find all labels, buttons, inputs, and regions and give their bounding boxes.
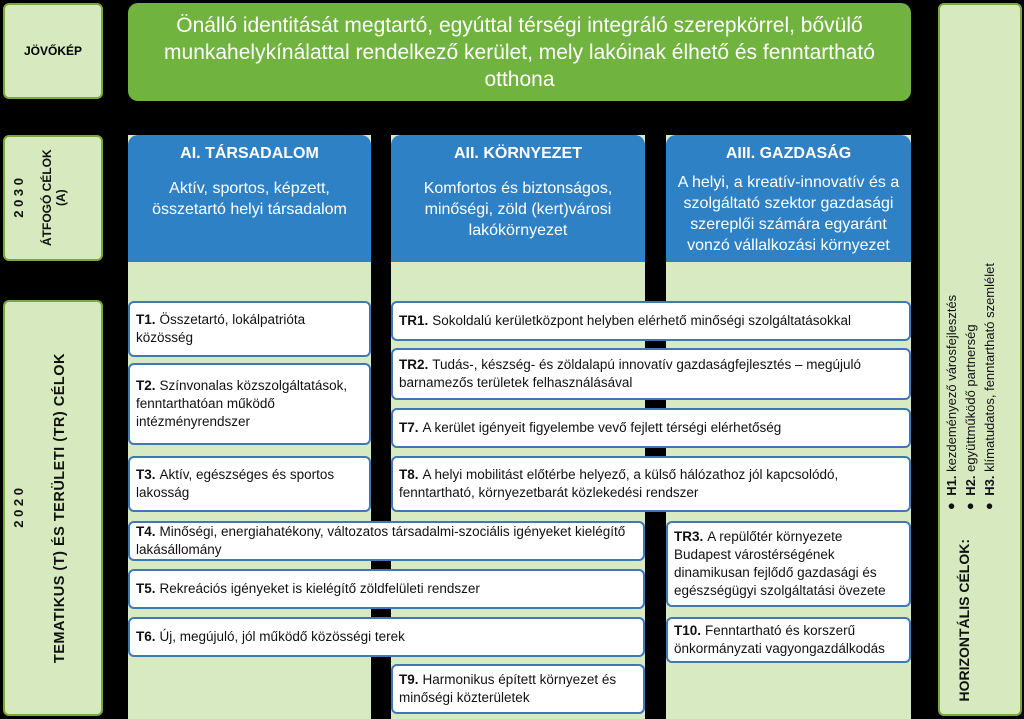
- goal-t8: [391, 456, 911, 512]
- goal-text: Minőségi, energiahatékony, változatos társadalmi-szociális igényeket kielégítő lakásállomány: [136, 524, 626, 557]
- goal-t2: [128, 363, 371, 445]
- thematic-goals-label-box: [3, 300, 103, 716]
- horizontal-goals-label: HORIZONTÁLIS CÉLOK:: [956, 539, 972, 702]
- goal-code: T9.: [399, 672, 419, 687]
- thematic-goals-label: TEMATIKUS (T) ÉS TERÜLETI (TR) CÉLOK: [52, 352, 68, 664]
- goal-t10: [666, 617, 911, 663]
- horizontal-goal-h3: ● H3. klímatudatos, fenntartható szemlélet: [982, 262, 997, 514]
- goal-text: A helyi mobilitást előtérbe helyező, a külső hálózathoz jól kapcsolódó, fenntartható, környezetbarát közlekedési rendszer: [399, 467, 839, 500]
- column-desc: Komfortos és biztonságos, minőségi, zöld (kert)városi lakókörnyezet: [423, 180, 613, 239]
- umbrella-goals-label-box: [3, 135, 103, 261]
- goal-code: TR1.: [399, 313, 429, 328]
- goal-text: Rekreációs igényeket is kielégítő zöldfelületi rendszer: [159, 581, 480, 596]
- vision-banner: [128, 3, 911, 101]
- column-title: AI. TÁRSADALOM: [180, 145, 319, 162]
- goal-text: Harmonikus épített környezet és minőségi közterületek: [399, 672, 617, 705]
- goal-code: TR2.: [399, 357, 429, 372]
- goal-code: T8.: [399, 467, 419, 482]
- goal-code: T10.: [674, 623, 702, 638]
- goal-text: Sokoldalú kerületközpont helyben elérhető minőségi szolgáltatásokkal: [432, 313, 852, 328]
- goal-tr1: [391, 301, 911, 341]
- horizontal-goal-h1: ● H1. kezdeményező városfejlesztés: [944, 294, 959, 514]
- goal-t4: [128, 521, 645, 561]
- year-2030: 2 0 3 0: [11, 178, 26, 218]
- goal-t1: [128, 301, 371, 357]
- column-desc: Aktív, sportos, képzett, összetartó helyi társadalom: [152, 180, 347, 218]
- goal-t7: [391, 408, 911, 448]
- goal-t9: [391, 664, 645, 714]
- goal-text: A repülőtér környezete Budapest várostérségének dinamikusan fejlődő gazdasági és egészségügyi szolgáltatási övezete: [674, 529, 886, 598]
- year-2020: 2 0 2 0: [11, 488, 26, 528]
- goal-code: TR3.: [674, 529, 704, 544]
- goal-code: H3.: [982, 475, 997, 496]
- goal-code: T6.: [136, 629, 156, 644]
- goal-text: Új, megújuló, jól működő közösségi terek: [159, 629, 405, 644]
- goal-text: A kerület igényeit figyelembe vevő fejlett térségi elérhetőség: [422, 420, 782, 435]
- goal-text: együttműködő partnerség: [963, 324, 978, 472]
- goal-text: Színvonalas közszolgáltatások, fenntarthatóan működő intézményrendszer: [136, 378, 348, 429]
- goal-code: H2.: [963, 475, 978, 496]
- column-head-economy: [666, 135, 911, 262]
- goal-t3: [128, 456, 371, 512]
- goal-code: T4.: [136, 524, 156, 539]
- goal-tr2: [391, 348, 911, 400]
- goal-code: T3.: [136, 467, 156, 482]
- goal-text: Fenntartható és korszerű önkormányzati vagyongazdálkodás: [674, 623, 885, 656]
- goal-text: Tudás-, készség- és zöldalapú innovatív gazdaságfejlesztés – megújuló barnamezős területek felhasználásával: [399, 357, 862, 390]
- goal-code: T2.: [136, 378, 156, 393]
- goal-code: T1.: [136, 312, 156, 327]
- goal-text: klímatudatos, fenntartható szemlélet: [982, 262, 997, 472]
- vision-label: JÖVŐKÉP: [23, 44, 83, 58]
- column-title: AII. KÖRNYEZET: [453, 145, 582, 162]
- goal-text: Aktív, egészséges és sportos lakosság: [136, 467, 335, 500]
- goal-tr3: [666, 521, 911, 607]
- goal-text: kezdeményező városfejlesztés: [944, 294, 959, 472]
- horizontal-goals-panel: [938, 3, 1022, 716]
- umbrella-goals-label: ÁTFOGÓ CÉLOK (A): [40, 149, 68, 247]
- horizontal-goal-h2: ● H2. együttműködő partnerség: [963, 324, 978, 514]
- goal-t6: [128, 617, 645, 657]
- column-desc: A helyi, a kreatív-innovatív és a szolgáltató szektor gazdasági szereplői számára egyaránt vonzó vállalkozási környezet: [677, 174, 900, 254]
- goal-code: T5.: [136, 581, 156, 596]
- column-head-society: [128, 135, 371, 262]
- goal-t5: [128, 569, 645, 609]
- column-title: AIII. GAZDASÁG: [725, 145, 852, 162]
- goal-text: Összetartó, lokálpatrióta közösség: [136, 312, 306, 345]
- vision-text: Önálló identitását megtartó, egyúttal térségi integráló szerepkörrel, bővülő munkahelykínálattal rendelkező kerület, mely lakóinak élhető és fenntartható otthona: [164, 13, 875, 91]
- goal-code: T7.: [399, 420, 419, 435]
- column-head-environment: [391, 135, 645, 262]
- goal-code: H1.: [944, 475, 959, 496]
- horizontal-goals-items: [944, 263, 997, 514]
- vision-label-box: [3, 3, 103, 99]
